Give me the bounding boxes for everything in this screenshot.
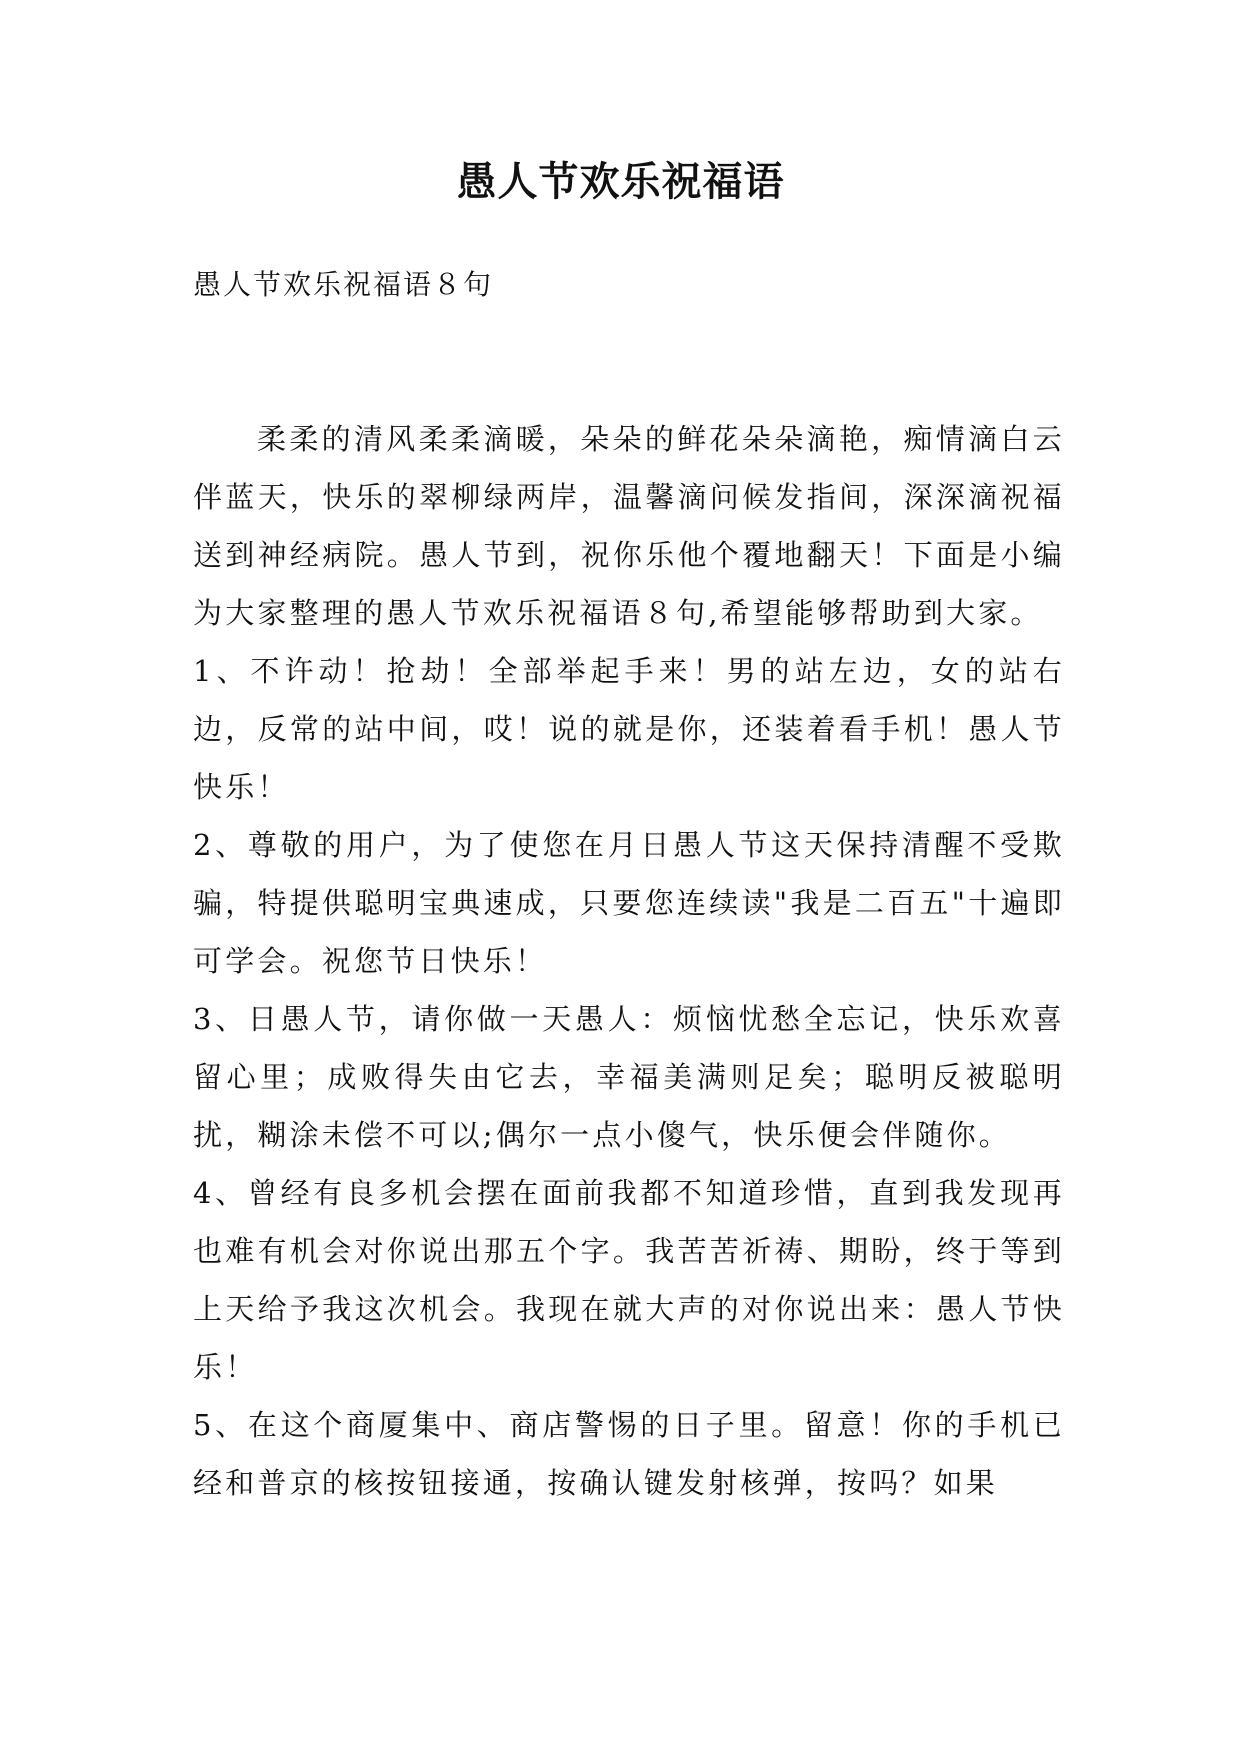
document-title: 愚人节欢乐祝福语 (456, 158, 785, 205)
list-item: 3、日愚人节，请你做一天愚人：烦恼忧愁全忘记，快乐欢喜留心里；成败得失由它去，幸福美满则足矣；聪明反被聪明扰，糊涂未偿不可以;偶尔一点小傻气，快乐便会伴随你。 (193, 1002, 1065, 1152)
list-item: 2、尊敬的用户，为了使您在月日愚人节这天保持清醒不受欺骗，特提供聪明宝典速成，只要您连续读"我是二百五"十遍即可学会。祝您节日快乐！ (193, 828, 1065, 978)
document-body (193, 410, 1065, 1512)
document-subtitle: 愚人节欢乐祝福语８句 (193, 268, 494, 301)
list-item: 1、不许动！抢劫！全部举起手来！男的站左边，女的站右边，反常的站中间，哎！说的就是你，还装着看手机！愚人节快乐！ (193, 654, 1065, 804)
intro-paragraph: 柔柔的清风柔柔滴暖，朵朵的鲜花朵朵滴艳，痴情滴白云伴蓝天，快乐的翠柳绿两岸，温馨滴问候发指间，深深滴祝福送到神经病院。愚人节到，祝你乐他个覆地翻天！下面是小编为大家整理的愚人节欢乐祝福语８句,希望能够帮助到大家。 (193, 422, 1065, 630)
list-item: 4、曾经有良多机会摆在面前我都不知道珍惜，直到我发现再也难有机会对你说出那五个字。我苦苦祈祷、期盼，终于等到上天给予我这次机会。我现在就大声的对你说出来：愚人节快乐！ (193, 1176, 1065, 1384)
list-item: 5、在这个商厦集中、商店警惕的日子里。留意！你的手机已经和普京的核按钮接通，按确认键发射核弹，按吗？如果 (193, 1408, 1065, 1500)
